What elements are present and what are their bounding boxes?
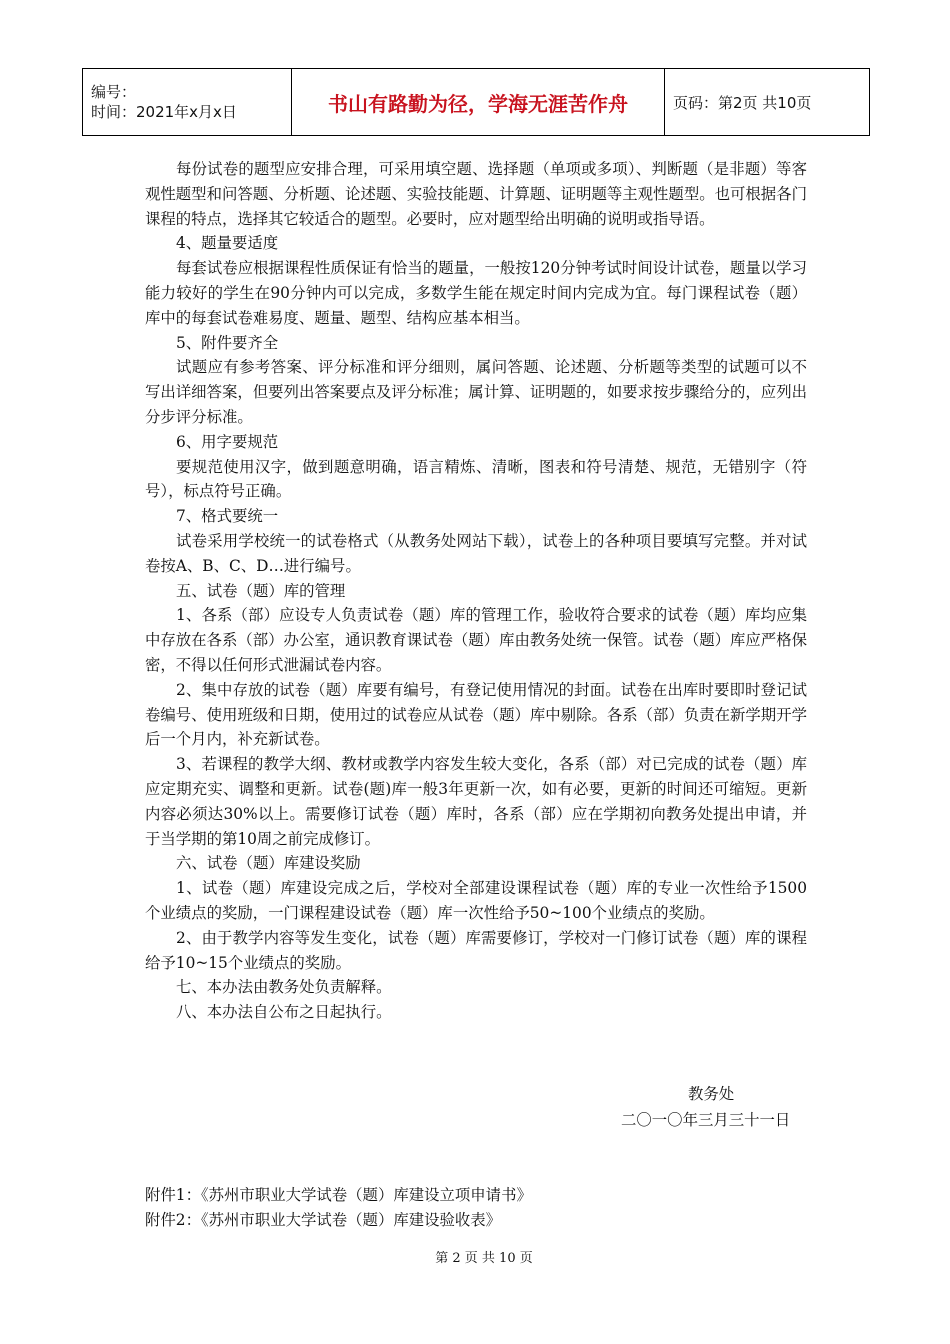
paragraph: 要规范使用汉字，做到题意明确，语言精炼、清晰，图表和符号清楚、规范，无错别字（符号），标点符号正确。 <box>145 457 807 501</box>
paragraph: 试卷采用学校统一的试卷格式（从教务处网站下载），试卷上的各种项目要填写完整。并对试卷按A、B、C、D…进行编号。 <box>145 531 807 575</box>
page-footer: 第 2 页 共 10 页 <box>435 1251 533 1266</box>
section-heading: 6、用字要规范 <box>176 432 279 451</box>
section-heading: 4、题量要适度 <box>176 234 279 253</box>
paragraph: 1、试卷（题）库建设完成之后，学校对全部建设课程试卷（题）库的专业一次性给予1500个业绩点的奖励，一门课程建设试卷（题）库一次性给予50~100个业绩点的奖励。 <box>145 879 807 922</box>
section-heading: 六、试卷（题）库建设奖励 <box>176 854 361 873</box>
paragraph: 每套试卷应根据课程性质保证有恰当的题量，一般按120分钟考试时间设计试卷，题量以学习能力较好的学生在90分钟内可以完成，多数学生能在规定时间内完成为宜。每门课程试卷（题）库中的每套试卷难易度、题量、题型、结构应基本相当。 <box>145 259 807 327</box>
signature-date: 二〇一〇年三月三十一日 <box>621 1111 791 1129</box>
document-body <box>145 157 807 1025</box>
header-meta <box>83 69 292 136</box>
header-number: 编号： <box>91 83 137 101</box>
attachment-item: 附件2：《苏州市职业大学试卷（题）库建设验收表》 <box>145 1211 502 1229</box>
paragraph: 1、各系（部）应设专人负责试卷（题）库的管理工作，验收符合要求的试卷（题）库均应集中存放在各系（部）办公室，通识教育课试卷（题）库由教务处统一保管。试卷（题）库应严格保密，不得以任何形式泄漏试卷内容。 <box>145 606 807 674</box>
section-heading: 五、试卷（题）库的管理 <box>176 581 346 600</box>
paragraph: 每份试卷的题型应安排合理，可采用填空题、选择题（单项或多项）、判断题（是非题）等客观性题型和问答题、分析题、论述题、实验技能题、计算题、证明题等主观性题型。也可根据各门课程的特点，选择其它较适合的题型。必要时，应对题型给出明确的说明或指导语。 <box>145 160 807 228</box>
paragraph: 试题应有参考答案、评分标准和评分细则，属问答题、论述题、分析题等类型的试题可以不写出详细答案，但要列出答案要点及评分标准；属计算、证明题的，如要求按步骤给分的，应列出分步评分标准。 <box>145 358 807 426</box>
paragraph: 2、集中存放的试卷（题）库要有编号，有登记使用情况的封面。试卷在出库时要即时登记试卷编号、使用班级和日期，使用过的试卷应从试卷（题）库中剔除。各系（部）负责在新学期开学后一个月内，补充新试卷。 <box>145 680 807 749</box>
paragraph: 2、由于教学内容等发生变化，试卷（题）库需要修订，学校对一门修订试卷（题）库的课程给予10~15个业绩点的奖励。 <box>145 928 807 972</box>
document-header <box>82 68 870 136</box>
section-heading: 5、附件要齐全 <box>176 333 279 352</box>
section-heading: 7、格式要统一 <box>176 507 279 526</box>
section-heading: 八、本办法自公布之日起执行。 <box>176 1003 392 1022</box>
paragraph: 3、若课程的教学大纲、教材或教学内容发生较大变化，各系（部）对已完成的试卷（题）库应定期充实、调整和更新。试卷(题)库一般3年更新一次，如有必要，更新的时间还可缩短。更新内容必须达30%以上。需要修订试卷（题）库时，各系（部）应在学期初向教务处提出申请，并于当学期的第10周之前完成修订。 <box>145 755 807 848</box>
header-page-number: 页码：第2页 共10页 <box>665 69 870 136</box>
header-motto: 书山有路勤为径，学海无涯苦作舟 <box>292 69 665 136</box>
section-heading: 七、本办法由教务处负责解释。 <box>176 978 392 997</box>
signature-office: 教务处 <box>688 1085 735 1103</box>
attachment-item: 附件1：《苏州市职业大学试卷（题）库建设立项申请书》 <box>145 1186 532 1204</box>
header-date: 时间：2021年x月x日 <box>91 103 237 121</box>
